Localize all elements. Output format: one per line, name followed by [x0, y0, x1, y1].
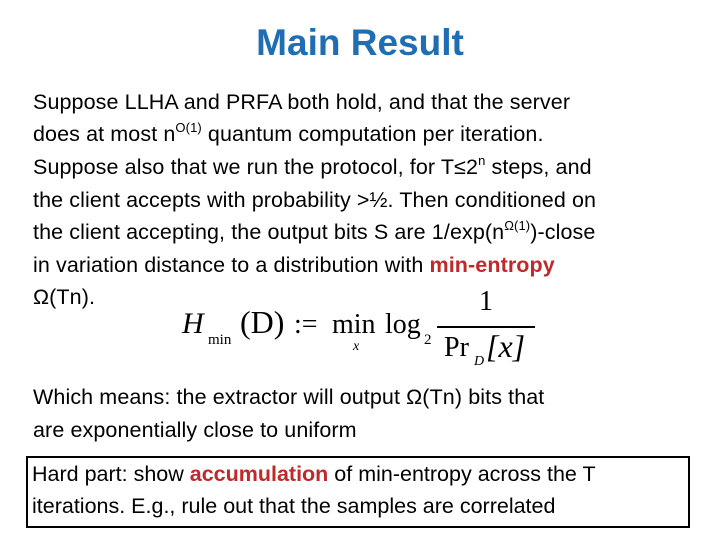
result-line-2	[33, 122, 544, 147]
leq-symbol: ≤	[454, 155, 467, 179]
formula-d: (D)	[240, 304, 285, 340]
slide-title: Main Result	[256, 22, 464, 63]
hard-part-line-1	[32, 462, 596, 487]
text-span: does at most n	[33, 122, 176, 146]
formula-h: H	[182, 307, 204, 340]
superscript: n	[478, 153, 486, 168]
text-span: 2	[466, 155, 479, 179]
formula-argument: [x]	[486, 328, 526, 364]
formula-log: log	[385, 309, 421, 340]
text-span: )-close	[530, 220, 596, 244]
result-line-5	[33, 220, 595, 245]
formula-pr: Pr	[444, 332, 469, 363]
result-line-4: the client accepts with probability >½. Then conditioned on	[33, 188, 597, 212]
formula-min-operator: min	[332, 309, 376, 340]
accumulation-highlight: accumulation	[189, 462, 329, 486]
min-entropy-formula	[182, 286, 542, 370]
text-span: Suppose also that we run the protocol, for T	[33, 155, 455, 179]
superscript: Ω(1)	[504, 218, 531, 233]
superscript: O(1)	[175, 120, 202, 135]
formula-x-subscript: x	[353, 339, 360, 354]
text-span: quantum computation per iteration.	[201, 122, 544, 146]
result-line-6	[33, 253, 555, 278]
text-span: the client accepting, the output bits S are 1/exp(n	[33, 220, 505, 244]
text-span: in variation distance to a distribution with	[33, 253, 430, 277]
formula-pr-subscript: D	[474, 354, 485, 369]
formula-log-subscript: 2	[424, 332, 432, 348]
result-line-3	[33, 155, 592, 180]
min-entropy-highlight: min-entropy	[429, 253, 555, 277]
formula-assign: :=	[294, 309, 318, 340]
formula-min-subscript: min	[208, 332, 232, 348]
text-span: Hard part: show	[32, 462, 190, 486]
result-line-1: Suppose LLHA and PRFA both hold, and that the server	[33, 90, 571, 114]
formula-numerator: 1	[479, 286, 493, 317]
hard-part-line-2: iterations. E.g., rule out that the samples are correlated	[32, 494, 556, 518]
means-line-2: are exponentially close to uniform	[33, 418, 357, 442]
text-span: of min-entropy across the T	[328, 462, 596, 486]
result-line-7: Ω(Tn).	[33, 285, 96, 309]
text-span: steps, and	[485, 155, 592, 179]
means-line-1: Which means: the extractor will output Ω(Tn) bits that	[33, 385, 545, 409]
